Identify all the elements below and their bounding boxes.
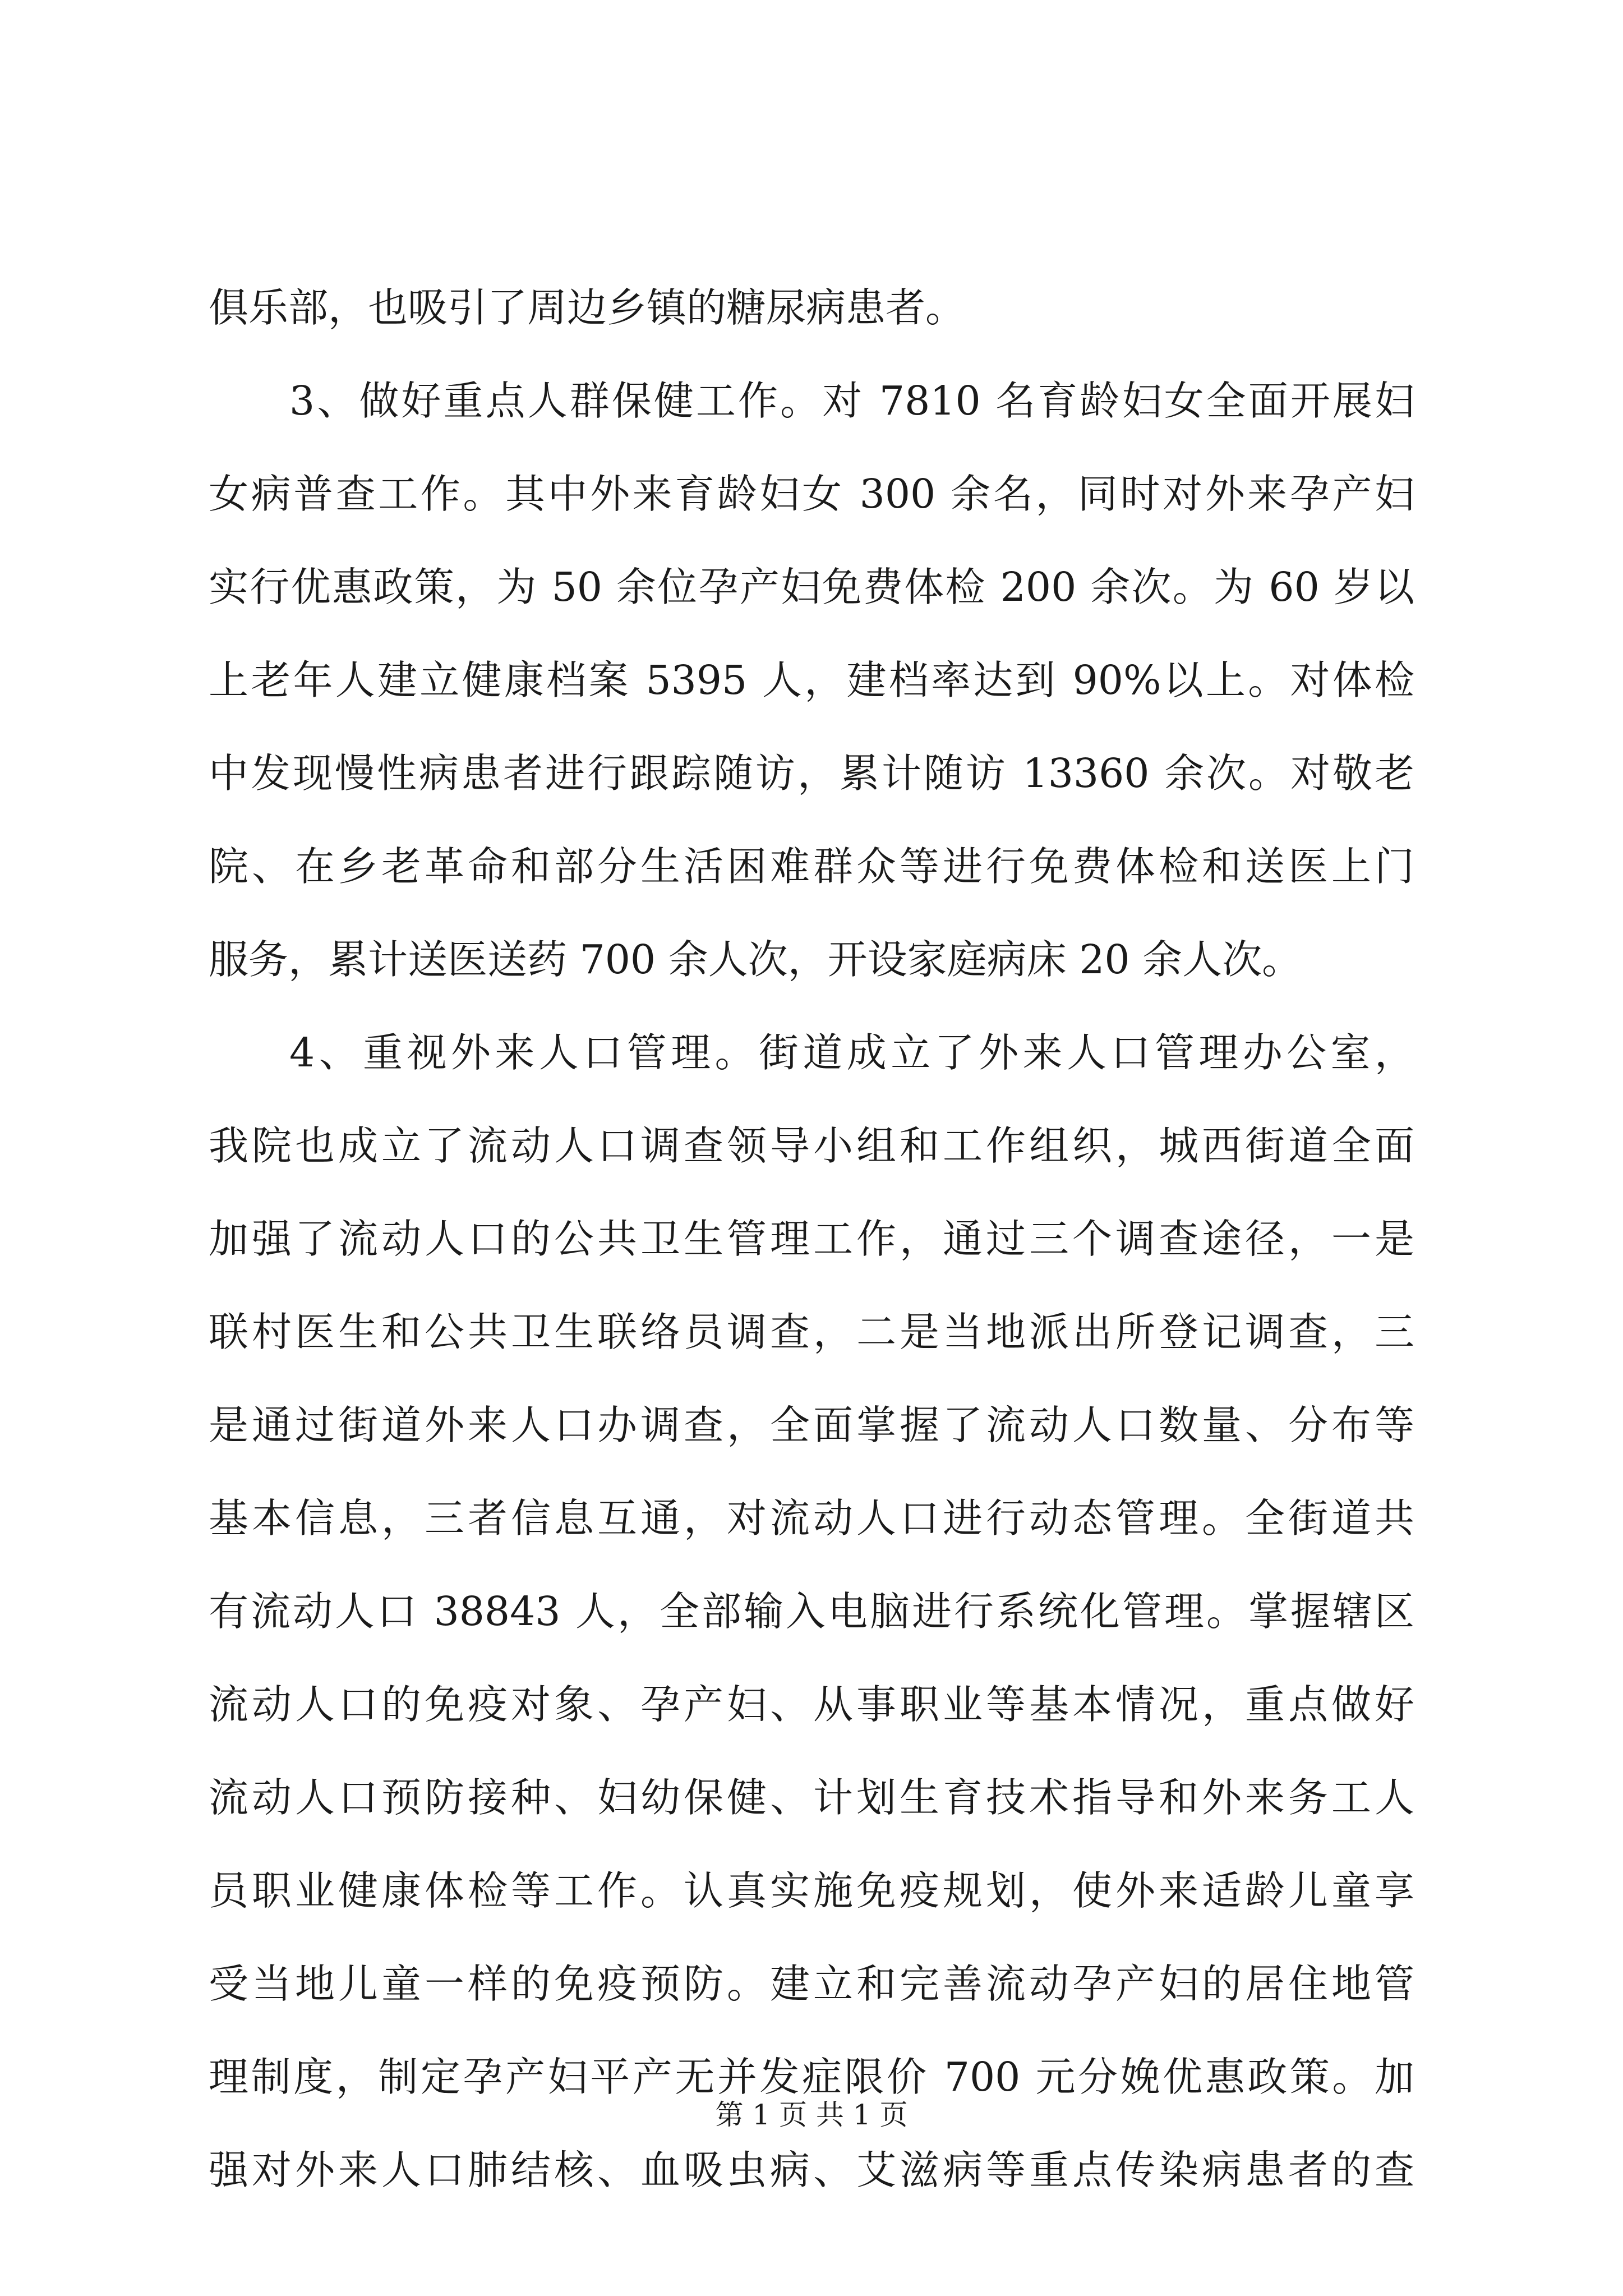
text-line: 3、做好重点人群保健工作。对 7810 名育龄妇女全面开展妇 (289, 378, 1414, 424)
text-line: 基本信息，三者信息互通，对流动人口进行动态管理。全街道共 (209, 1495, 1414, 1542)
text-line: 俱乐部，也吸引了周边乡镇的糖尿病患者。 (209, 284, 966, 331)
text-line: 流动人口预防接种、妇幼保健、计划生育技术指导和外来务工人 (209, 1774, 1414, 1821)
text-line: 是通过街道外来人口办调查，全面掌握了流动人口数量、分布等 (209, 1402, 1414, 1448)
text-line: 实行优惠政策，为 50 余位孕产妇免费体检 200 余次。为 60 岁以 (209, 564, 1414, 610)
text-line: 联村医生和公共卫生联络员调查，二是当地派出所登记调查，三 (209, 1309, 1414, 1355)
text-line: 4、重视外来人口管理。街道成立了外来人口管理办公室， (289, 1029, 1414, 1076)
text-line: 服务，累计送医送药 700 余人次，开设家庭病床 20 余人次。 (209, 936, 1302, 983)
text-line: 员职业健康体检等工作。认真实施免疫规划，使外来适龄儿童享 (209, 1867, 1414, 1914)
text-line: 受当地儿童一样的免疫预防。建立和完善流动孕产妇的居住地管 (209, 1961, 1414, 2007)
text-line: 理制度，制定孕产妇平产无并发症限价 700 元分娩优惠政策。加 (209, 2054, 1414, 2100)
text-line: 上老年人建立健康档案 5395 人，建档率达到 90%以上。对体检 (209, 657, 1414, 703)
body-text (209, 261, 1414, 2217)
text-line: 院、在乡老革命和部分生活困难群众等进行免费体检和送医上门 (209, 843, 1414, 890)
text-line: 流动人口的免疫对象、孕产妇、从事职业等基本情况，重点做好 (209, 1681, 1414, 1728)
text-line: 加强了流动人口的公共卫生管理工作，通过三个调查途径，一是 (209, 1216, 1414, 1262)
text-line: 中发现慢性病患者进行跟踪随访，累计随访 13360 余次。对敬老 (209, 750, 1414, 797)
text-line: 我院也成立了流动人口调查领导小组和工作组织，城西街道全面 (209, 1122, 1414, 1169)
text-line: 强对外来人口肺结核、血吸虫病、艾滋病等重点传染病患者的查 (209, 2147, 1414, 2193)
page-footer: 第 1 页 共 1 页 (715, 2099, 908, 2131)
text-line: 有流动人口 38843 人，全部输入电脑进行系统化管理。掌握辖区 (209, 1588, 1414, 1635)
text-line: 女病普查工作。其中外来育龄妇女 300 余名，同时对外来孕产妇 (209, 471, 1414, 517)
